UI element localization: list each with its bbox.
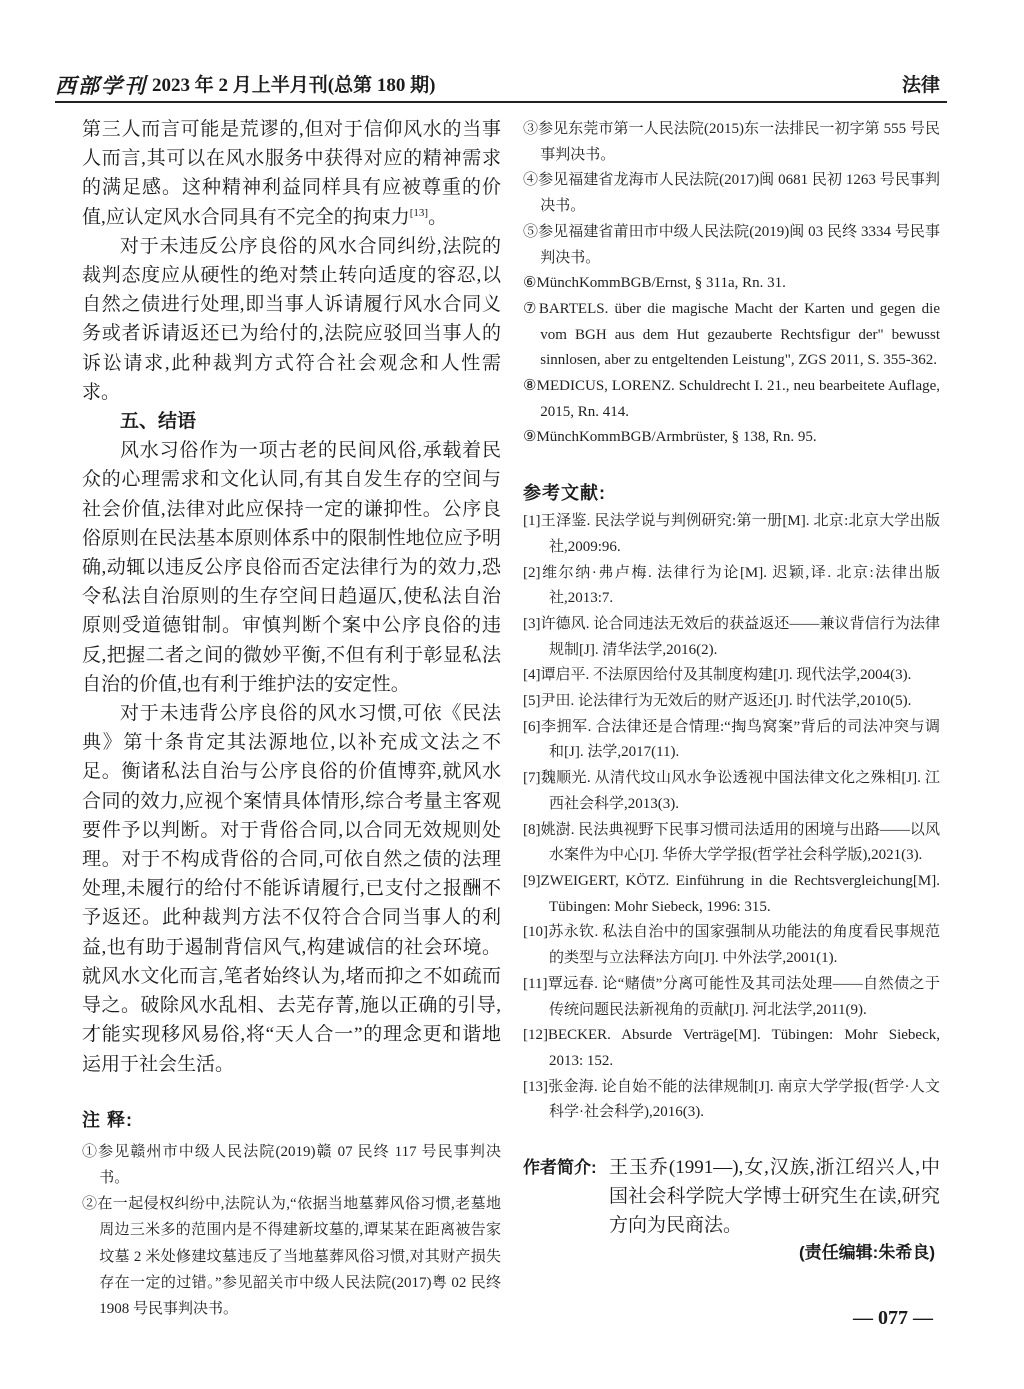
note-text: 参见福建省龙海市人民法院(2017)闽 0681 民初 1263 号民事判决书。: [538, 172, 940, 215]
reference-item: [523, 766, 940, 817]
note-item: [82, 1139, 501, 1191]
reference-label: [10]: [523, 924, 548, 941]
page-number: — 077 —: [853, 1307, 933, 1329]
note-text: 参见福建省莆田市中级人民法院(2019)闽 03 民终 3334 号民事判决书。: [538, 223, 940, 266]
note-marker: ⑨: [523, 429, 537, 446]
right-column: [523, 117, 940, 1266]
reference-label: [9]: [523, 872, 541, 889]
references-title: 参考文献:: [523, 483, 606, 504]
reference-item: [523, 1075, 940, 1126]
reference-label: [8]: [523, 821, 541, 838]
reference-text: BECKER. Absurde Verträge[M]. Tübingen: Mohr Siebeck, 2013: 152.: [548, 1027, 940, 1069]
reference-text: 张金海. 论自始不能的法律规制[J]. 南京大学学报(哲学·人文科学·社会科学),2016(3).: [548, 1078, 940, 1121]
note-text: BARTELS. über die magische Macht der Karten und gegen die vom BGH aus dem Hut gezauberte Rechtsfigur der" bewusst sinnlosen, aber zu entgeltenden Leistung", ZGS 2011, S. 355-362.: [538, 300, 940, 369]
issue-info: 2023 年 2 月上半月刊(总第 180 期): [152, 75, 436, 96]
body-text: [82, 115, 501, 1079]
body-paragraph: 风水习俗作为一项古老的民间风俗,承载着民众的心理需求和文化认同,有其自发生存的空间与社会价值,法律对此应保持一定的谦抑性。公序良俗原则在民法基本原则体系中的限制性地位应予明确,动辄以违反公序良俗而否定法律行为的效力,恐令私法自治原则的生存空间日趋逼仄,使私法自治原则受道德钳制。审慎判断个案中公序良俗的违反,把握二者之间的微妙平衡,不但有利于彰显私法自治的价值,也有利于维护法的安定性。: [82, 440, 501, 695]
note-item: [523, 425, 940, 451]
reference-item: [523, 972, 940, 1023]
reference-item: [523, 663, 940, 689]
author-bio-label: 作者简介:: [523, 1158, 597, 1178]
author-bio: [523, 1153, 940, 1240]
citation-marker: [13]: [409, 206, 429, 219]
reference-label: [7]: [523, 770, 541, 787]
note-item: [523, 168, 940, 219]
body-paragraph: 对于未违反公序良俗的风水合同纠纷,法院的裁判态度应从硬性的绝对禁止转向适度的容忍,以自然之债进行处理,即当事人诉请履行风水合同义务或者诉请返还已为给付的,法院应驳回当事人的诉讼请求,此种裁判方式符合社会观念和人性需求。: [82, 235, 501, 403]
reference-item: [523, 1023, 940, 1074]
references-section: [523, 479, 940, 1126]
header-rule: [55, 101, 947, 103]
responsible-editor: (责任编辑:朱希良): [799, 1243, 935, 1263]
note-marker: ⑥: [523, 275, 537, 292]
notes-section: [82, 1106, 501, 1322]
reference-text: 谭启平. 不法原因给付及其制度构建[J]. 现代法学,2004(3).: [540, 667, 912, 684]
reference-label: [2]: [523, 564, 541, 581]
reference-text: 王泽鉴. 民法学说与判例研究:第一册[M]. 北京:北京大学出版社,2009:96.: [540, 513, 940, 555]
note-item: [523, 374, 940, 425]
body-paragraph: [82, 115, 501, 232]
reference-text: 尹田. 论法律行为无效后的财产返还[J]. 时代法学,2010(5).: [540, 693, 912, 710]
running-header: [55, 72, 945, 100]
note-marker: ②: [82, 1196, 98, 1213]
reference-label: [1]: [523, 513, 541, 530]
note-text: MEDICUS, LORENZ. Schuldrecht I. 21., neu bearbeitete Auflage, 2015, Rn. 414.: [536, 378, 941, 420]
journal-logo: 西部学刊: [55, 74, 147, 98]
reference-item: [523, 561, 940, 612]
reference-text: ZWEIGERT, KÖTZ. Einführung in die Rechtsvergleichung[M]. Tübingen: Mohr Siebeck, 1996: 315.: [540, 872, 940, 915]
reference-label: [5]: [523, 693, 541, 710]
note-item: [523, 271, 940, 297]
notes-continued: [523, 117, 940, 451]
reference-text: 魏顺光. 从清代坟山风水争讼透视中国法律文化之殊相[J]. 江西社会科学,2013(3).: [540, 770, 940, 812]
reference-text: 姚澍. 民法典视野下民事习惯司法适用的困境与出路——以风水案件为中心[J]. 华侨大学学报(哲学社会科学版),2021(3).: [540, 821, 940, 864]
note-text: 参见赣州市中级人民法院(2019)赣 07 民终 117 号民事判决书。: [98, 1143, 501, 1186]
section-heading: 五、结语: [120, 411, 197, 433]
reference-label: [4]: [523, 667, 541, 684]
reference-text: 苏永钦. 私法自治中的国家强制从功能法的角度看民事规范的类型与立法释法方向[J]. 中外法学,2001(1).: [548, 924, 940, 967]
reference-item: [523, 818, 940, 869]
author-bio-text: 王玉乔(1991—),女,汉族,浙江绍兴人,中国社会科学院大学博士研究生在读,研究方向为民商法。: [609, 1157, 940, 1237]
paragraph-text: 第三人而言可能是荒谬的,但对于信仰风水的当事人而言,其可以在风水服务中获得对应的精神需求的满足感。这种精神利益同样具有应被尊重的价值,应认定风水合同具有不完全的拘束力: [82, 119, 501, 228]
reference-label: [6]: [523, 718, 541, 735]
reference-text: 许德风. 论合同违法无效后的获益返还——兼议背信行为法律规制[J]. 清华法学,2016(2).: [540, 615, 940, 658]
reference-item: [523, 612, 940, 663]
notes-title: 注 释:: [82, 1109, 133, 1130]
reference-item: [523, 509, 940, 560]
section-name: 法律: [901, 75, 940, 96]
reference-label: [11]: [523, 975, 548, 992]
reference-label: [3]: [523, 615, 541, 632]
paragraph-end: 。: [428, 206, 448, 228]
left-column: [82, 115, 501, 1322]
reference-text: 覃远春. 论“赌债”分离可能性及其司法处理——自然债之于传统问题民法新视角的贡献[J]. 河北法学,2011(9).: [547, 975, 940, 1018]
reference-item: [523, 920, 940, 971]
note-item: [523, 297, 940, 374]
note-marker: ③: [523, 121, 539, 137]
note-text: 参见东莞市第一人民法院(2015)东一法排民一初字第 555 号民事判决书。: [538, 121, 940, 163]
note-item: [523, 220, 940, 271]
note-marker: ④: [523, 172, 539, 189]
note-text: MünchKommBGB/Ernst, § 311a, Rn. 31.: [536, 275, 786, 292]
note-marker: ⑦: [523, 300, 539, 317]
reference-item: [523, 689, 940, 715]
reference-text: 维尔纳·弗卢梅. 法律行为论[M]. 迟颖,译. 北京:法律出版社,2013:7.: [540, 564, 940, 607]
note-item: [523, 117, 940, 168]
note-text: MünchKommBGB/Armbrüster, § 138, Rn. 95.: [536, 429, 817, 446]
reference-text: 李拥军. 合法律还是合情理:“掏鸟窝案”背后的司法冲突与调和[J]. 法学,2017(11).: [540, 718, 940, 761]
reference-label: [13]: [523, 1078, 548, 1095]
reference-item: [523, 869, 940, 920]
note-marker: ⑤: [523, 223, 539, 240]
note-text: 在一起侵权纠纷中,法院认为,“依据当地墓葬风俗习惯,老墓地周边三米多的范围内是不得建新坟墓的,谭某某在距离被告家坟墓 2 米处修建坟墓违反了当地墓葬风俗习惯,对其财产损失存在一定的过错。”参见韶关市中级人民法院(2017)粤 02 民终 1908 号民事判决书。: [97, 1196, 501, 1317]
reference-item: [523, 715, 940, 766]
note-item: [82, 1191, 501, 1322]
body-paragraph: 对于未违背公序良俗的风水习惯,可依《民法典》第十条肯定其法源地位,以补充成文法之不足。衡诸私法自治与公序良俗的价值博弈,就风水合同的效力,应视个案情具体情形,综合考量主客观要件予以判断。对于背俗合同,以合同无效规则处理。对于不构成背俗的合同,可依自然之债的法理处理,未履行的给付不能诉请履行,已支付之报酬不予返还。此种裁判方法不仅符合合同当事人的利益,也有助于遏制背信风气,构建诚信的社会环境。就风水文化而言,笔者始终认为,堵而抑之不如疏而导之。破除风水乱相、去芜存菁,施以正确的引导,才能实现移风易俗,将“天人合一”的理念更和谐地运用于社会生活。: [82, 703, 501, 1075]
note-marker: ①: [82, 1143, 99, 1160]
reference-label: [12]: [523, 1027, 548, 1044]
note-marker: ⑧: [523, 378, 537, 395]
